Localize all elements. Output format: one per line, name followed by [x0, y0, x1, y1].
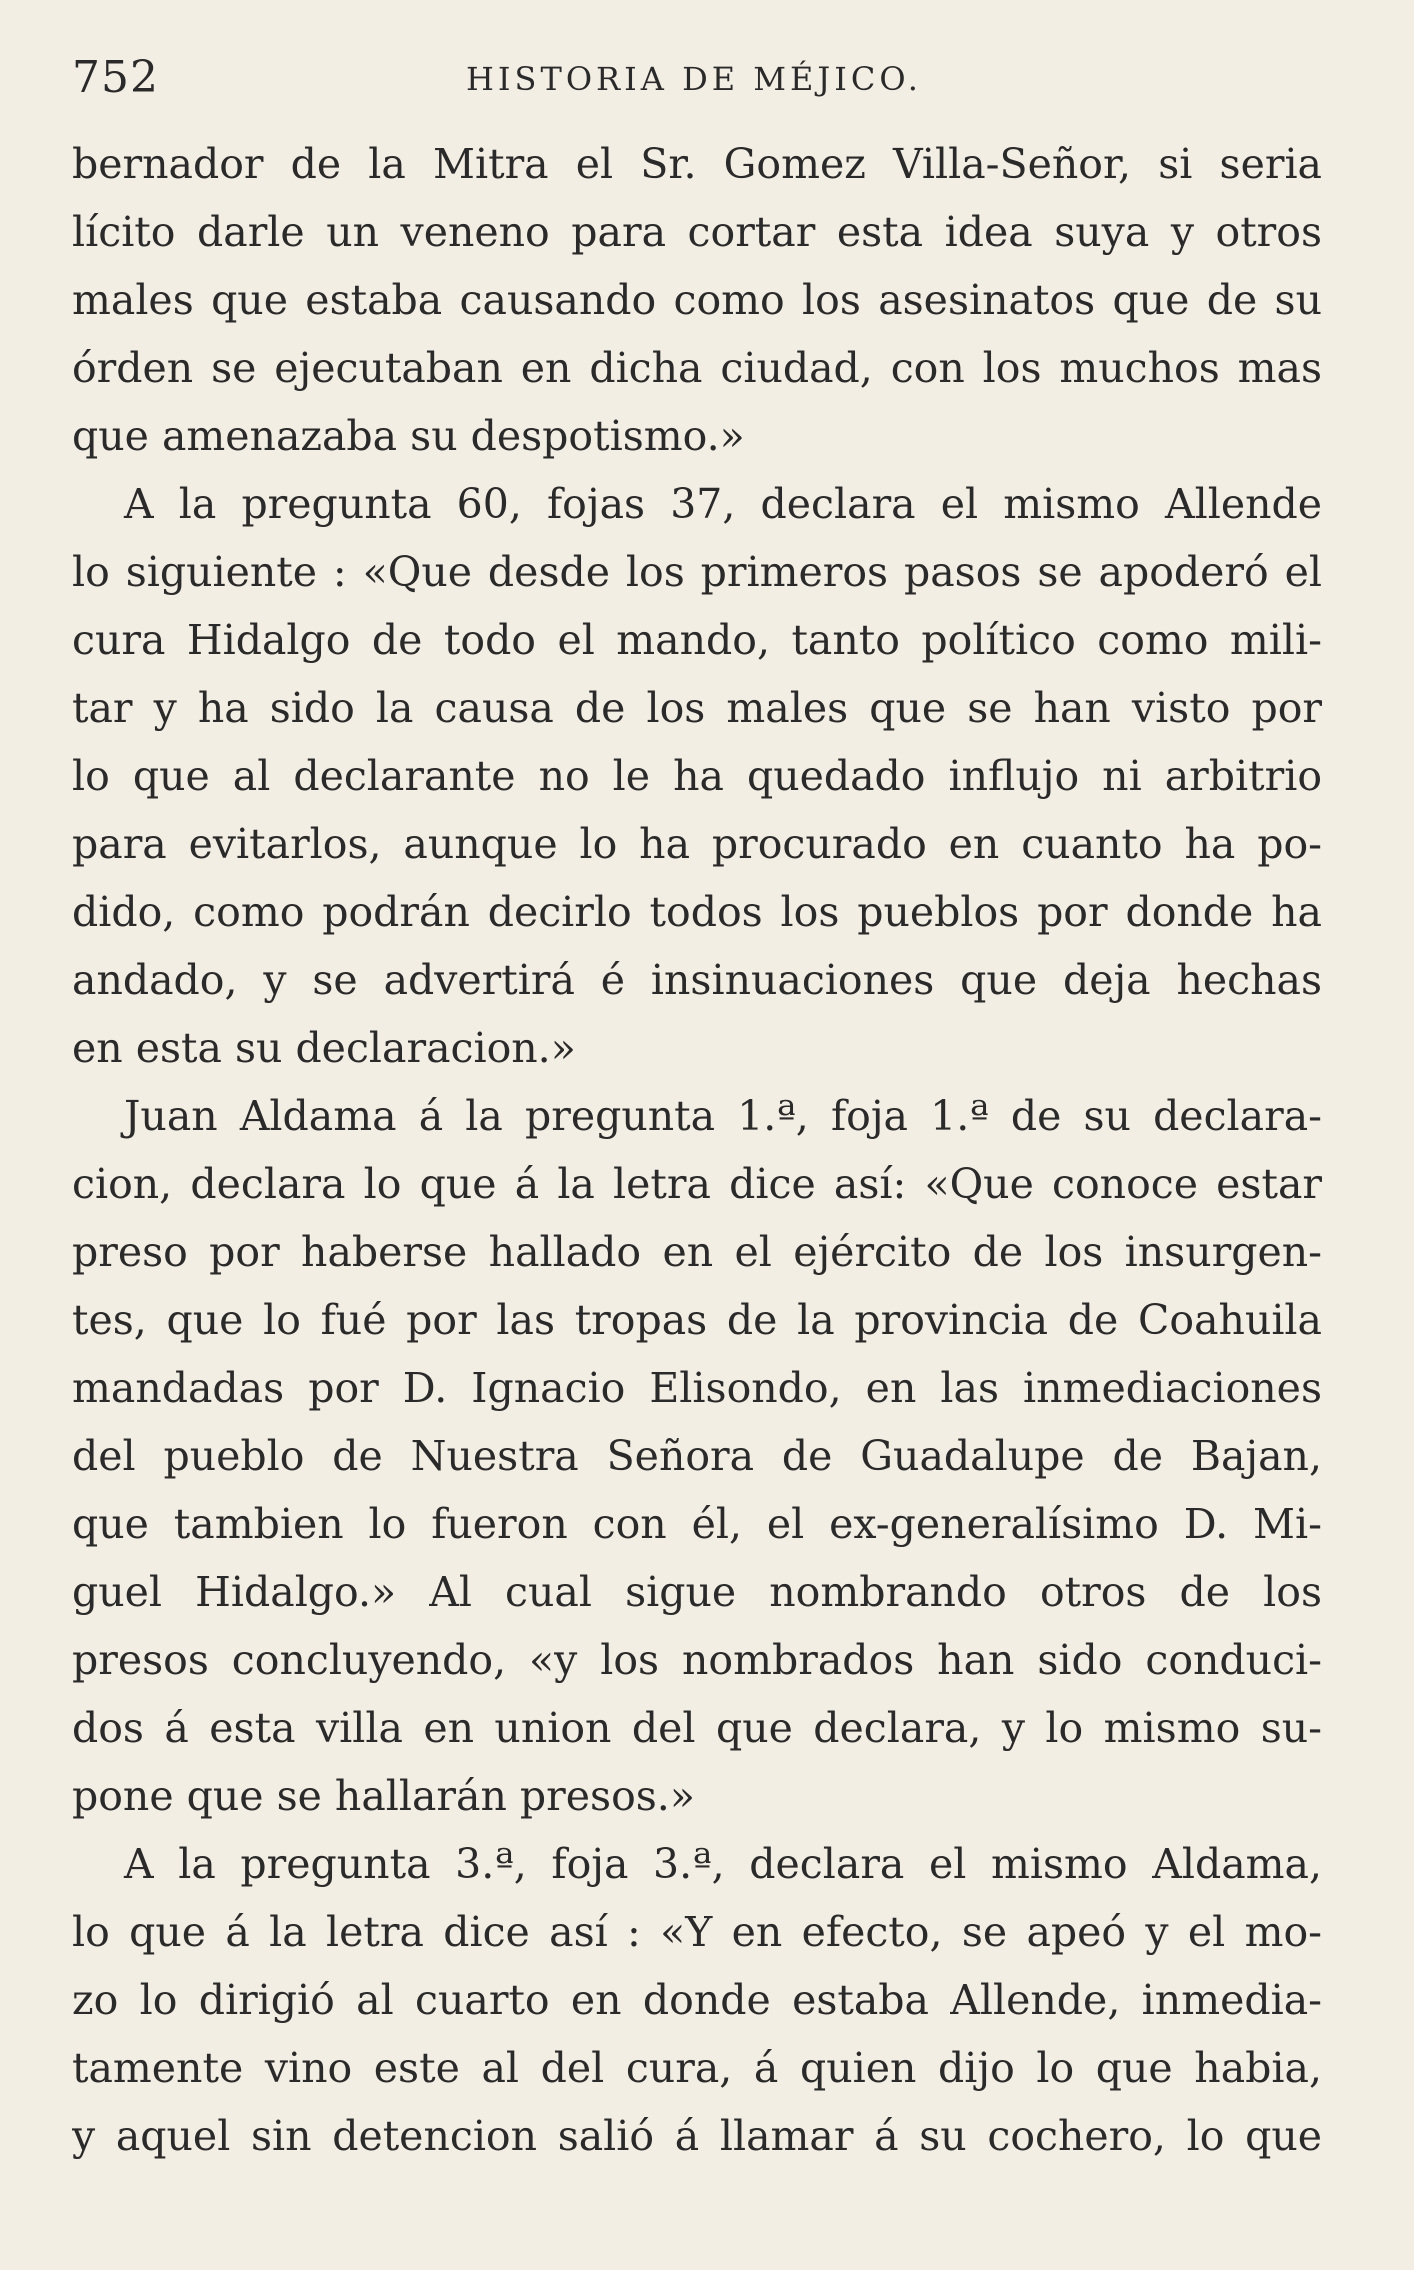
text-line: mandadas por D. Ignacio Elisondo, en las inmediaciones [72, 1364, 1322, 1412]
text-line: tar y ha sido la causa de los males que se han visto por [72, 684, 1322, 732]
running-title: HISTORIA DE MÉJICO. [466, 60, 922, 98]
text-line: en esta su declaracion.» [72, 1024, 576, 1072]
text-line: lo que al declarante no le ha quedado influjo ni arbitrio [72, 752, 1322, 800]
text-line: males que estaba causando como los asesinatos que de su [72, 276, 1322, 324]
text-line: tes, que lo fué por las tropas de la provincia de Coahuila [72, 1296, 1322, 1344]
text-line: cura Hidalgo de todo el mando, tanto político como mili- [72, 616, 1322, 664]
text-line: guel Hidalgo.» Al cual sigue nombrando otros de los [72, 1568, 1322, 1616]
text-line: para evitarlos, aunque lo ha procurado en cuanto ha po- [72, 820, 1322, 868]
text-line: A la pregunta 60, fojas 37, declara el mismo Allende [124, 480, 1322, 528]
page-header [72, 48, 1322, 108]
text-line: que amenazaba su despotismo.» [72, 412, 745, 460]
text-line: lo que á la letra dice así : «Y en efecto, se apeó y el mo- [72, 1908, 1322, 1956]
text-line: que tambien lo fueron con él, el ex-generalísimo D. Mi- [72, 1500, 1322, 1548]
text-line: presos concluyendo, «y los nombrados han sido conduci- [72, 1636, 1322, 1684]
text-line: zo lo dirigió al cuarto en donde estaba Allende, inmedia- [72, 1976, 1322, 2024]
page-number: 752 [72, 52, 159, 103]
text-line: del pueblo de Nuestra Señora de Guadalupe de Bajan, [72, 1432, 1322, 1480]
text-line: preso por haberse hallado en el ejército de los insurgen- [72, 1228, 1322, 1276]
text-line: órden se ejecutaban en dicha ciudad, con los muchos mas [72, 344, 1322, 392]
text-line: dido, como podrán decirlo todos los pueblos por donde ha [72, 888, 1322, 936]
text-line: pone que se hallarán presos.» [72, 1772, 695, 1820]
text-line: lo siguiente : «Que desde los primeros pasos se apoderó el [72, 548, 1322, 596]
text-line: y aquel sin detencion salió á llamar á su cochero, lo que [72, 2112, 1322, 2160]
text-line: A la pregunta 3.ª, foja 3.ª, declara el mismo Aldama, [124, 1840, 1322, 1888]
text-line: andado, y se advertirá é insinuaciones que deja hechas [72, 956, 1322, 1004]
text-line: cion, declara lo que á la letra dice así: «Que conoce estar [72, 1160, 1322, 1208]
text-line: tamente vino este al del cura, á quien dijo lo que habia, [72, 2044, 1322, 2092]
text-line: lícito darle un veneno para cortar esta idea suya y otros [72, 208, 1322, 256]
body-text [72, 130, 1322, 2170]
text-line: bernador de la Mitra el Sr. Gomez Villa-Señor, si seria [72, 140, 1322, 188]
text-line: dos á esta villa en union del que declara, y lo mismo su- [72, 1704, 1322, 1752]
text-line: Juan Aldama á la pregunta 1.ª, foja 1.ª de su declara- [124, 1092, 1322, 1140]
